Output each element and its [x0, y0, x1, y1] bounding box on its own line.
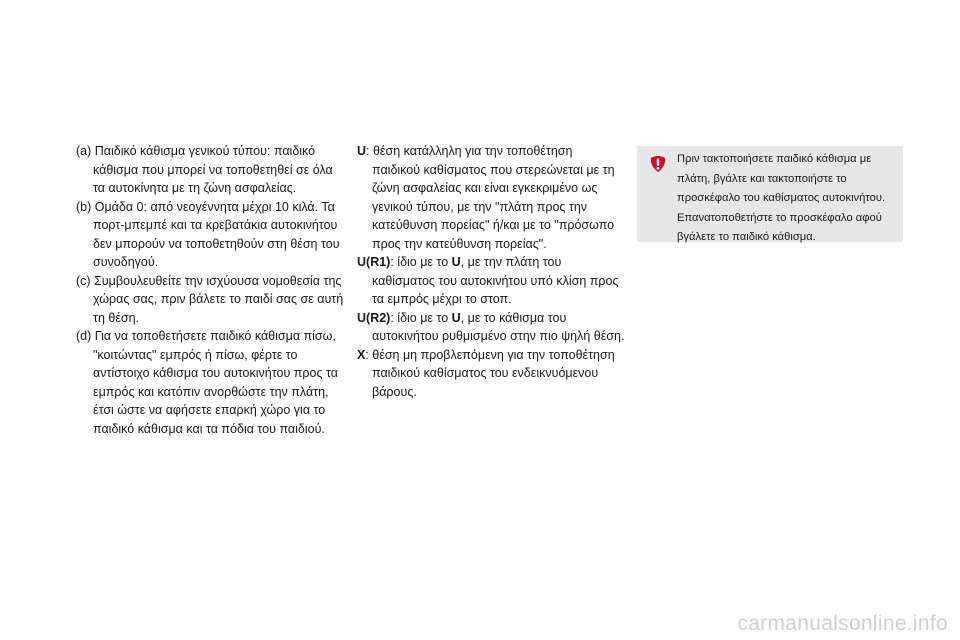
legend-code: U(R2) — [357, 310, 391, 325]
legend-text: καθίσματος του αυτοκινήτου υπό κλίση προς τα εμπρός μέχρι το στοπ. — [372, 273, 619, 306]
legend-code: U(R1) — [357, 255, 391, 269]
legend-code: X — [357, 347, 366, 362]
legend-text: παιδικού καθίσματος του ενδεικνυόμενου βάρους. — [372, 366, 599, 399]
note-b: (b) Ομάδα 0: από νεογέννητα μέχρι 10 κιλά. Τα πορτ-μπεμπέ και τα κρεβατάκια αυτοκινήτου δεν μπορούν να τοποθετηθούν στη θέση του συνοδηγού. — [76, 199, 340, 269]
legend-u-r1: U(R1): ίδιο με το U, με την πλάτη του καθίσματος του αυτοκινήτου υπό κλίση προς τα εμπρός μέχρι το στοπ. — [357, 253, 629, 309]
note-d: (d) Για να τοποθετήσετε παιδικό κάθισμα πίσω, "κοιτώντας" εμπρός ή πίσω, φέρτε το αντίστοιχο κάθισμα του αυτοκινήτου προς τα εμπρός και κατόπιν ανορθώστε την πλάτη, έτσι ώστε να αφήσετε επαρκή χώρο για το παιδικό κάθισμα και τα πόδια του παιδιού. — [76, 329, 338, 436]
legend-text: αυτοκινήτου ρυθμισμένο στην πιο ψηλή θέση. — [372, 329, 625, 343]
legend-u-r2: U(R2): ίδιο με το U, με το κάθισμα του αυτοκινήτου ρυθμισμένο στην πιο ψηλή θέση. — [357, 309, 629, 346]
legend-text: θέση μη προβλεπόμενη για την τοποθέτηση — [372, 347, 615, 362]
warning-text: Πριν τακτοποιήσετε παιδικό κάθισμα με πλάτη, βγάλτε και τακτοποιήστε το προσκέφαλο του καθίσματος αυτοκινήτου. Επανατοποθετήστε το προσκέφαλο αφού βγάλετε το παιδικό κάθισμα. — [677, 153, 886, 243]
legend-column — [357, 142, 629, 401]
legend-u: U: θέση κατάλληλη για την τοποθέτηση παιδικού καθίσματος που στερεώνεται με τη ζώνη ασφαλείας και είναι εγκεκριμένο ως γενικού τύπου, με την "πλάτη προς την κατεύθυνση πορείας" ή/και με το "πρόσωπο προς την κατεύθυνση πορείας". — [357, 142, 629, 253]
exclamation-warning-icon — [649, 155, 667, 173]
note-a: (a) Παιδικό κάθισμα γενικού τύπου: παιδικό κάθισμα που μπορεί να τοποθετηθεί σε όλα τα αυτοκίνητα με τη ζώνη ασφαλείας. — [76, 144, 333, 195]
legend-x: X: θέση μη προβλεπόμενη για την τοποθέτηση παιδικού καθίσματος του ενδεικνυόμενου βάρους. — [357, 346, 629, 402]
note-c: (c) Συμβουλευθείτε την ισχύουσα νομοθεσία της χώρας σας, πριν βάλετε το παιδί σας σε αυτή τη θέση. — [76, 273, 344, 325]
watermark: carmanualsonline.info — [737, 612, 948, 635]
legend-text: θέση κατάλληλη για την τοποθέτηση — [372, 144, 573, 158]
warning-box — [637, 146, 903, 242]
legend-code: U — [357, 144, 367, 158]
legend-text: παιδικού καθίσματος που στερεώνεται με τη ζώνη ασφαλείας και είναι εγκεκριμένο ως γενικού τύπου, με την "πλάτη προς την κατεύθυνση πορείας" ή/και με το "πρόσωπο προς την κατεύθυνση πορείας". — [372, 162, 615, 251]
notes-column — [76, 142, 344, 438]
